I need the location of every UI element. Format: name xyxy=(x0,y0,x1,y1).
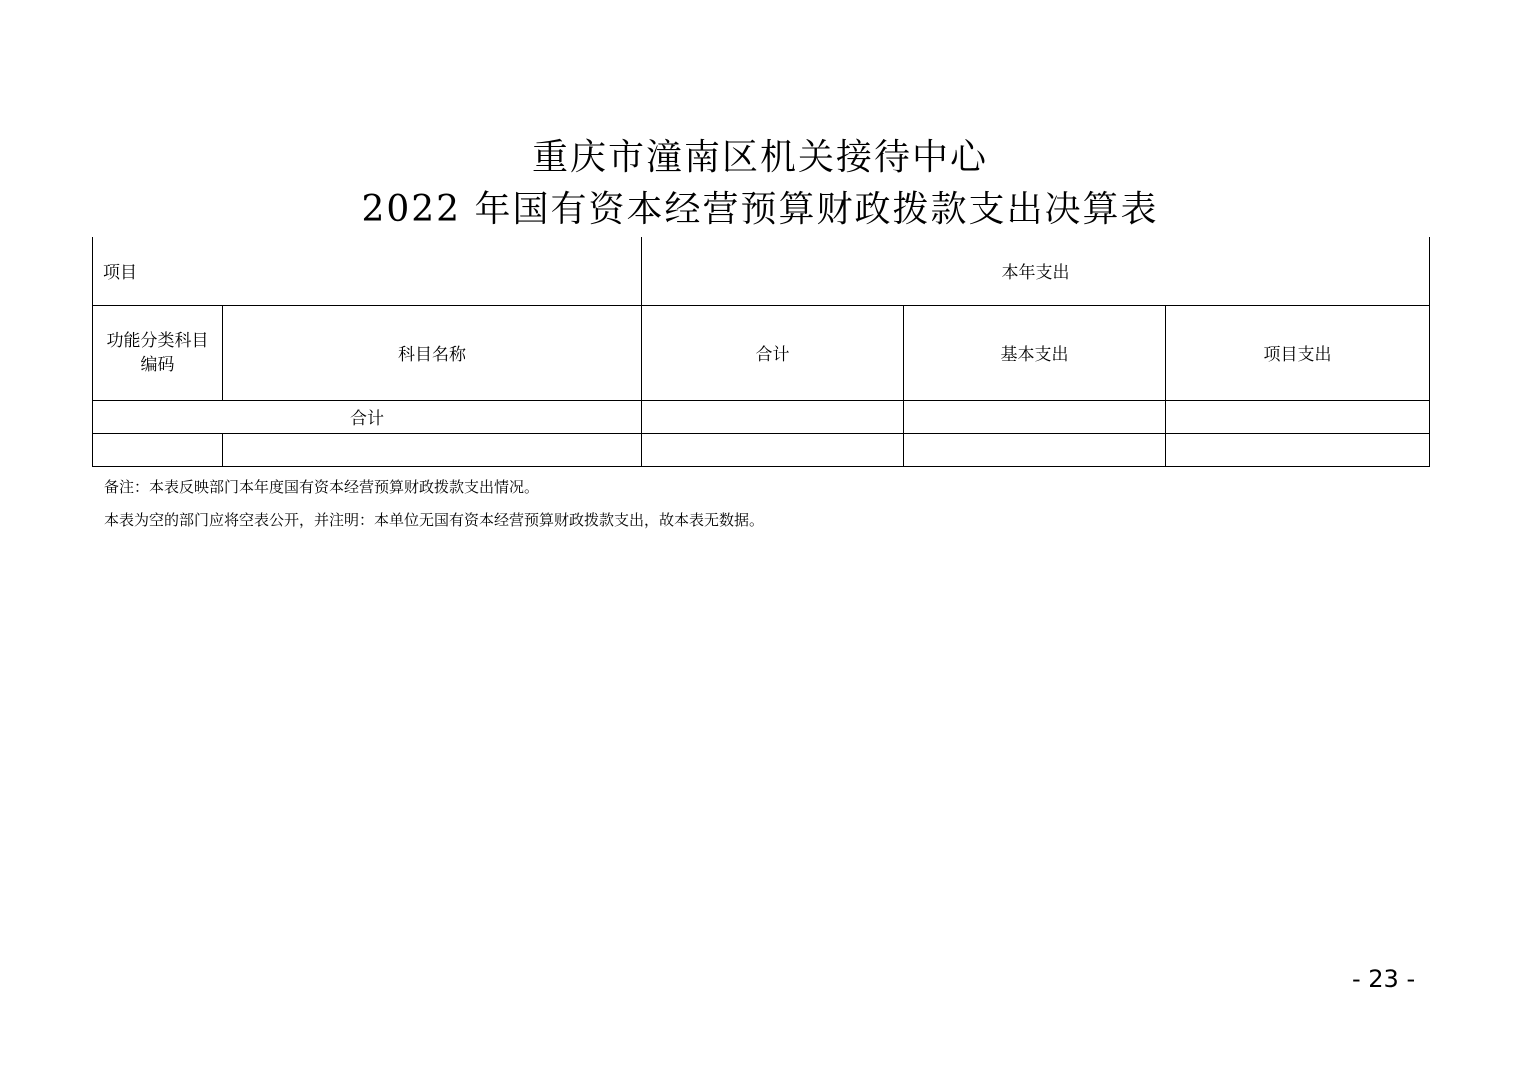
row-basic-expense-cell xyxy=(904,433,1166,466)
budget-table xyxy=(92,237,1430,467)
total-amount-cell xyxy=(642,400,904,433)
total-project-expense-cell xyxy=(1166,400,1430,433)
header-basic-expense-cell: 基本支出 xyxy=(904,305,1166,400)
table-header-row xyxy=(93,237,1430,305)
total-basic-expense-cell xyxy=(904,400,1166,433)
page-number: - 23 - xyxy=(1352,965,1416,993)
table-subheader-row xyxy=(93,305,1430,400)
header-project-expense-cell: 项目支出 xyxy=(1166,305,1430,400)
row-total-cell xyxy=(642,433,904,466)
row-code-cell xyxy=(93,433,223,466)
document-title: 重庆市潼南区机关接待中心 xyxy=(531,137,988,178)
table-total-row xyxy=(93,400,1430,433)
header-total-cell: 合计 xyxy=(642,305,904,400)
header-item-cell: 项目 xyxy=(93,237,642,305)
table-row xyxy=(93,433,1430,466)
row-project-expense-cell xyxy=(1166,433,1430,466)
document-subtitle: 2022 年国有资本经营预算财政拨款支出决算表 xyxy=(361,189,1159,230)
table-note: 备注：本表反映部门本年度国有资本经营预算财政拨款支出情况。 xyxy=(104,478,540,496)
header-subject-name-cell: 科目名称 xyxy=(223,305,642,400)
header-function-code-cell: 功能分类科目编码 xyxy=(93,305,223,400)
row-name-cell xyxy=(223,433,642,466)
header-current-year-expense-cell: 本年支出 xyxy=(642,237,1430,305)
table-note-empty-explanation: 本表为空的部门应将空表公开，并注明：本单位无国有资本经营预算财政拨款支出，故本表无数据。 xyxy=(104,511,765,529)
total-label-cell: 合计 xyxy=(93,400,642,433)
